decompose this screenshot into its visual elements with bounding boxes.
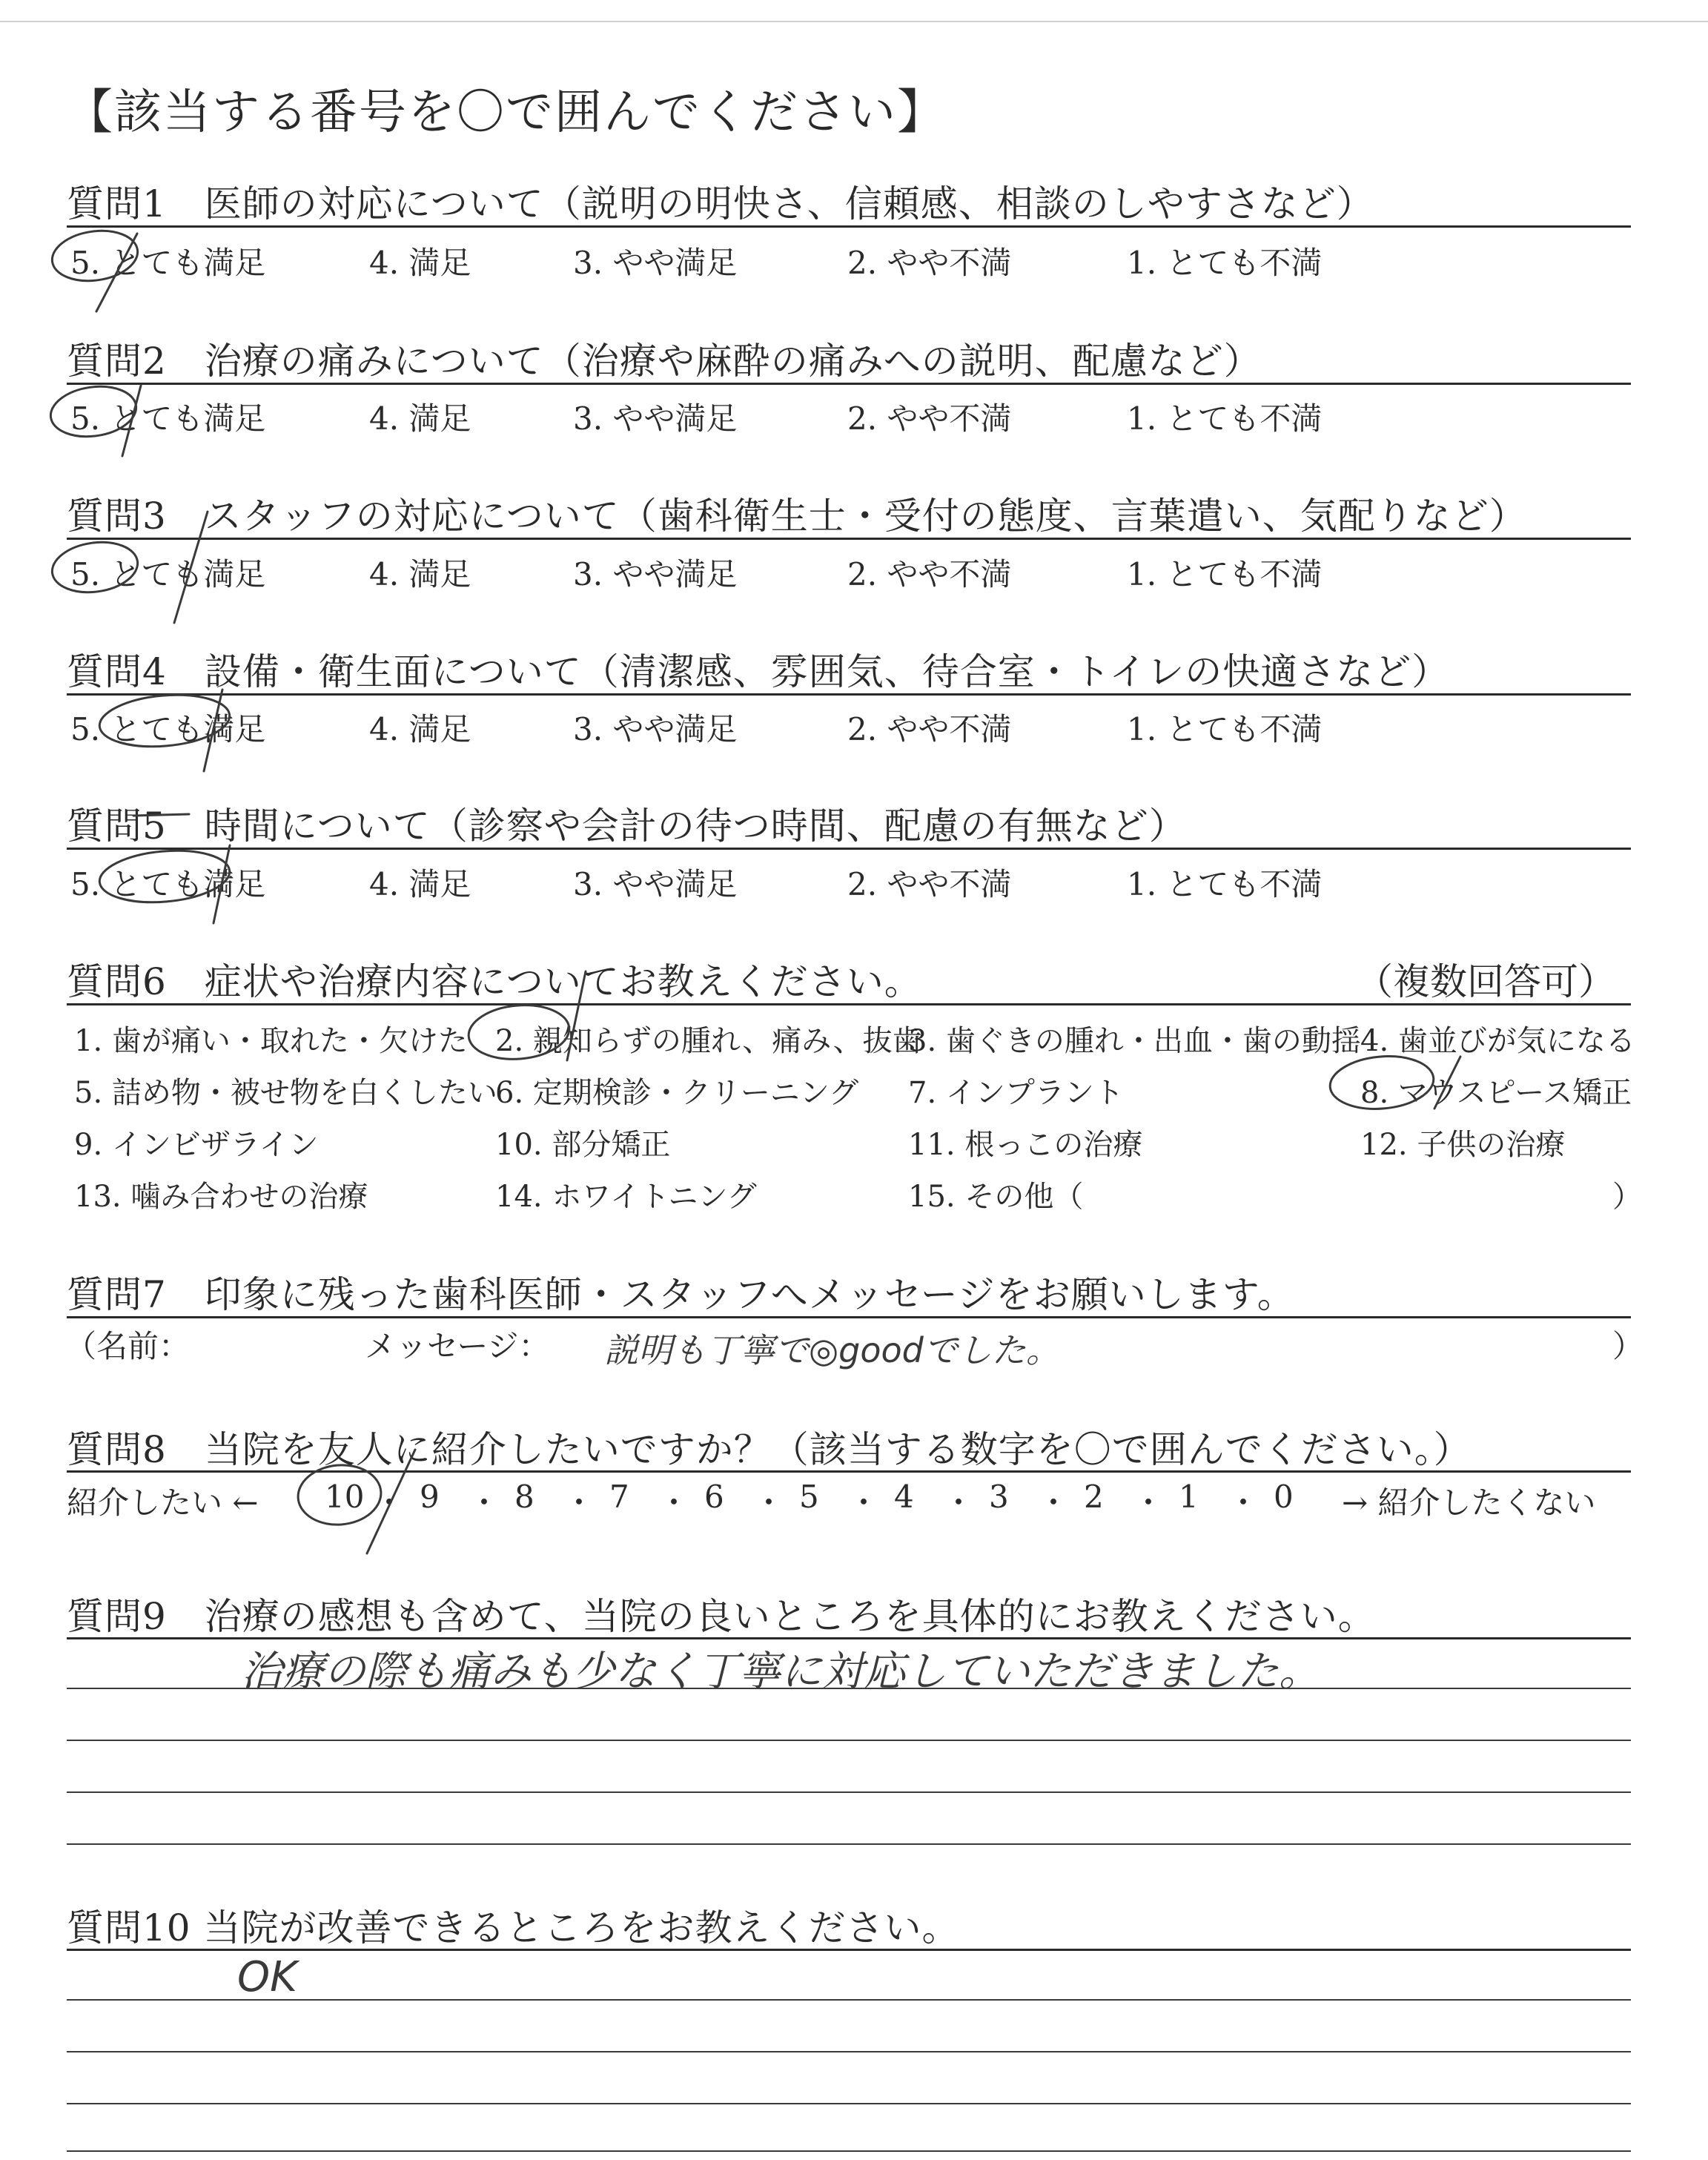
symptom-option[interactable]: 13. 噛み合わせの治療: [74, 1180, 368, 1214]
selection-circle-q6-8: [1328, 1052, 1460, 1113]
question-label: 質問1 医師の対応について（説明の明快さ、信頼感、相談のしやすさなど）: [67, 182, 1374, 225]
selection-circle-q1: [49, 225, 141, 311]
symptom-option[interactable]: 11. 根っこの治療: [908, 1128, 1143, 1162]
question-label: 質問7 印象に残った歯科医師・スタッフへメッセージをお願いします。: [67, 1273, 1295, 1316]
option-2[interactable]: 2. やや不満: [847, 556, 1012, 592]
option-2[interactable]: 2. やや不満: [847, 245, 1012, 281]
option-4[interactable]: 4. 満足: [369, 245, 471, 281]
scale-value[interactable]: 1: [1179, 1479, 1199, 1515]
selection-circle-q6-2: [466, 971, 586, 1063]
option-3[interactable]: 3. やや満足: [573, 556, 738, 592]
selection-circle-q8: [296, 1450, 415, 1553]
symptom-option[interactable]: 7. インプラント: [908, 1076, 1124, 1110]
scale-separator: ・: [1228, 1484, 1260, 1521]
symptom-option[interactable]: 1. 歯が痛い・取れた・欠けた: [74, 1024, 468, 1058]
name-label: （名前：: [65, 1328, 191, 1364]
symptom-option[interactable]: 3. 歯ぐきの腫れ・出血・歯の動揺: [908, 1024, 1361, 1058]
scale-separator: ・: [1038, 1484, 1070, 1521]
symptom-option[interactable]: 4. 歯並びが気になる: [1360, 1024, 1635, 1058]
scale-value[interactable]: 3: [989, 1479, 1009, 1515]
symptom-option[interactable]: 9. インビザライン: [74, 1128, 319, 1162]
scale-value[interactable]: 4: [894, 1479, 914, 1515]
option-2[interactable]: 2. やや不満: [847, 400, 1012, 437]
close-paren: ）: [1612, 1328, 1644, 1364]
symptom-option[interactable]: 12. 子供の治療: [1360, 1128, 1566, 1162]
scale-separator: ・: [658, 1484, 690, 1521]
scale-value[interactable]: 9: [420, 1479, 440, 1515]
scale-value[interactable]: 10: [325, 1479, 365, 1515]
scale-value[interactable]: 2: [1084, 1479, 1104, 1515]
scale-separator: ・: [1133, 1484, 1165, 1521]
option-4[interactable]: 4. 満足: [369, 556, 471, 592]
option-1[interactable]: 1. とても不満: [1127, 556, 1323, 592]
option-5[interactable]: 5. とても満足: [70, 245, 266, 281]
selection-circle-q5: [97, 845, 231, 923]
scale-separator: ・: [563, 1484, 595, 1521]
symptom-option[interactable]: 10. 部分矯正: [495, 1128, 671, 1162]
option-1[interactable]: 1. とても不満: [1127, 400, 1323, 437]
symptom-option[interactable]: 15. その他（: [908, 1180, 1084, 1214]
selection-circle-q3: [49, 512, 208, 623]
question-label: 質問4 設備・衛生面について（清潔感、雰囲気、待合室・トイレの快適さなど）: [67, 650, 1450, 693]
option-1[interactable]: 1. とても不満: [1127, 866, 1323, 902]
symptom-option[interactable]: 8. マウスピース矯正: [1360, 1076, 1632, 1110]
question-label: 質問2 治療の痛みについて（治療や麻酔の痛みへの説明、配慮など）: [67, 340, 1262, 383]
symptom-option[interactable]: 6. 定期検診・クリーニング: [495, 1076, 859, 1110]
multi-answer-note: （複数回答可）: [1356, 960, 1615, 1003]
option-2[interactable]: 2. やや不満: [847, 711, 1012, 747]
option-3[interactable]: 3. やや満足: [573, 866, 738, 902]
symptom-option[interactable]: 2. 親知らずの腫れ、痛み、抜歯: [495, 1024, 922, 1058]
scale-separator: ・: [943, 1484, 975, 1521]
option-4[interactable]: 4. 満足: [369, 711, 471, 747]
option-3[interactable]: 3. やや満足: [573, 711, 738, 747]
scale-value[interactable]: 7: [609, 1479, 629, 1515]
other-close-paren: ）: [1612, 1180, 1642, 1214]
question-label: 質問6 症状や治療内容についてお教えください。: [67, 960, 922, 1003]
option-2[interactable]: 2. やや不満: [847, 866, 1012, 902]
option-5[interactable]: 5. とても満足: [70, 711, 266, 747]
question-label: 質問8 当院を友人に紹介したいですか？（該当する数字を〇で囲んでください。）: [67, 1428, 1472, 1471]
scale-value[interactable]: 6: [704, 1479, 724, 1515]
improvement-answer[interactable]: OK: [237, 1953, 297, 2001]
page-title: 【該当する番号を〇で囲んでください】: [65, 85, 946, 140]
good-points-answer[interactable]: 治療の際も痛みも少なく丁寧に対応していただきました。: [241, 1648, 1320, 1696]
option-1[interactable]: 1. とても不満: [1127, 245, 1323, 281]
option-5[interactable]: 5. とても満足: [70, 866, 266, 902]
scale-value[interactable]: 0: [1274, 1479, 1294, 1515]
option-5[interactable]: 5. とても満足: [70, 400, 266, 437]
option-3[interactable]: 3. やや満足: [573, 245, 738, 281]
symptom-option[interactable]: 14. ホワイトニング: [495, 1180, 757, 1214]
scale-separator: ・: [848, 1484, 880, 1521]
option-1[interactable]: 1. とても不満: [1127, 711, 1323, 747]
option-5[interactable]: 5. とても満足: [70, 556, 266, 592]
question-label: 質問10 当院が改善できるところをお教えください。: [67, 1906, 960, 1949]
symptom-option[interactable]: 5. 詰め物・被せ物を白くしたい: [74, 1076, 497, 1110]
scale-value[interactable]: 8: [514, 1479, 534, 1515]
scale-left-label: 紹介したい ←: [67, 1484, 259, 1521]
scale-value[interactable]: 5: [799, 1479, 819, 1515]
scale-separator: ・: [374, 1484, 406, 1521]
option-4[interactable]: 4. 満足: [369, 400, 471, 437]
ink-stroke: [133, 814, 189, 816]
scale-separator: ・: [469, 1484, 500, 1521]
option-4[interactable]: 4. 満足: [369, 866, 471, 902]
selection-circle-q4: [97, 690, 231, 771]
scale-right-label: → 紹介したくない: [1342, 1484, 1596, 1521]
selection-circle-q2: [47, 381, 141, 456]
option-3[interactable]: 3. やや満足: [573, 400, 738, 437]
question-label: 質問5 時間について（診察や会計の待つ時間、配慮の有無など）: [67, 805, 1187, 848]
message-answer[interactable]: 説明も丁寧で◎goodでした。: [604, 1330, 1060, 1370]
question-label: 質問3 スタッフの対応について（歯科衛生士・受付の態度、言葉遣い、気配りなど）: [67, 495, 1527, 538]
question-label: 質問9 治療の感想も含めて、当院の良いところを具体的にお教えください。: [67, 1595, 1376, 1638]
message-label: メッセージ：: [365, 1328, 550, 1364]
scale-separator: ・: [753, 1484, 785, 1521]
